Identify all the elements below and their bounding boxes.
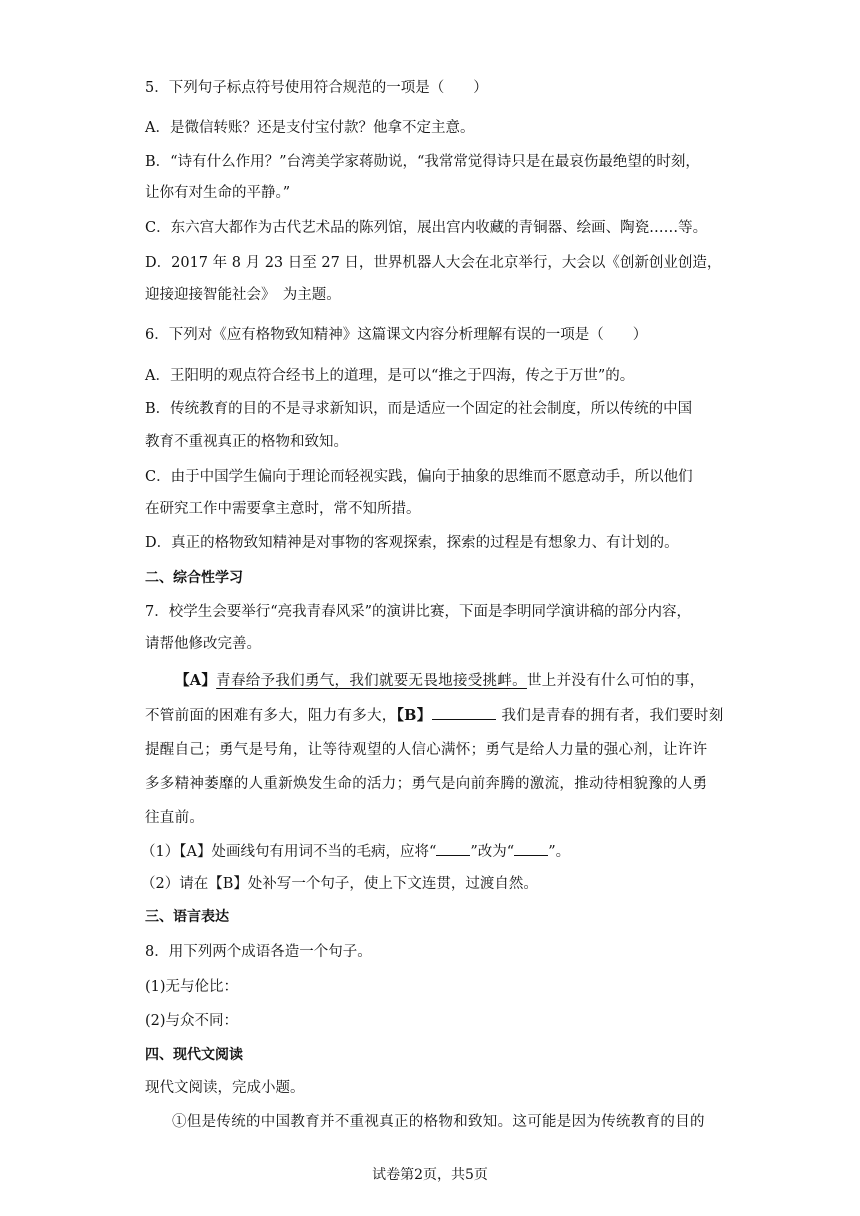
q5-stem: 5．下列句子标点符号使用符合规范的一项是（ ） <box>145 80 488 96</box>
fill-blank-2[interactable] <box>514 841 548 856</box>
q6-option-c-line2: 在研究工作中需要拿主意时，常不知所措。 <box>145 501 421 517</box>
q5-option-d-line2: 迎接迎接智能社会》 为主题。 <box>145 287 341 303</box>
section-heading-2: 二、综合性学习 <box>145 570 243 586</box>
passage-text: 世上并没有什么可怕的事， <box>526 673 705 689</box>
q6-stem: 6．下列对《应有格物致知精神》这篇课文内容分析理解有误的一项是（ ） <box>145 327 648 343</box>
q8-item-2: (2)与众不同： <box>145 1013 239 1029</box>
sub1-text: ”。 <box>548 844 571 860</box>
q8-stem: 8．用下列两个成语各造一个句子。 <box>145 944 372 960</box>
q5-option-b-line2: 让你有对生命的平静。” <box>145 185 291 201</box>
q7-passage-line2 <box>145 705 724 726</box>
q7-passage-line5: 往直前。 <box>145 810 205 826</box>
q6-option-b-line2: 教育不重视真正的格物和致知。 <box>145 434 348 450</box>
q6-option-b-line1: B．传统教育的目的不是寻求新知识，而是适应一个固定的社会制度，所以传统的中国 <box>145 401 693 417</box>
reading-paragraph-1: ①但是传统的中国教育并不重视真正的格物和致知。这可能是因为传统教育的目的 <box>172 1114 705 1130</box>
passage-text: 我们是青春的拥有者，我们要时刻 <box>501 708 724 724</box>
reading-intro: 现代文阅读，完成小题。 <box>145 1080 305 1096</box>
underlined-sentence: 青春给予我们勇气，我们就要无畏地接受挑衅。 <box>216 673 527 689</box>
q7-stem-line2: 请帮他修改完善。 <box>145 636 261 652</box>
q8-item-1: (1)无与伦比： <box>145 979 239 995</box>
section-heading-4: 四、现代文阅读 <box>145 1047 243 1063</box>
q5-option-c: C．东六宫大都作为古代艺术品的陈列馆，展出宫内收藏的青铜器、绘画、陶瓷……等。 <box>145 220 708 236</box>
q7-subquestion-1 <box>141 841 570 862</box>
q6-option-a: A．王阳明的观点符合经书上的道理，是可以“推之于四海，传之于万世”的。 <box>145 368 635 384</box>
q6-option-c-line1: C．由于中国学生偏向于理论而轻视实践，偏向于抽象的思维而不愿意动手，所以他们 <box>145 469 693 485</box>
section-heading-3: 三、语言表达 <box>145 909 229 925</box>
page-footer: 试卷第2页，共5页 <box>372 1167 488 1183</box>
q7-subquestion-2: （2）请在【B】处补写一个句子，使上下文连贯，过渡自然。 <box>141 876 538 892</box>
fill-blank-1[interactable] <box>436 841 470 856</box>
marker-a: 【A】 <box>175 672 217 689</box>
marker-b: 【B】 <box>396 707 432 724</box>
q7-passage-line3: 提醒自己；勇气是号角，让等待观望的人信心满怀；勇气是给人力量的强心剂，让许许 <box>145 742 708 758</box>
q5-option-a: A．是微信转账？还是支付宝付款？他拿不定主意。 <box>145 120 475 136</box>
sub1-text: （1）【A】处画线句有用词不当的毛病，应将“ <box>141 844 437 860</box>
passage-text: 不管前面的困难有多大，阻力有多大， <box>145 708 397 724</box>
q7-passage-line4: 多多精神萎靡的人重新焕发生命的活力；勇气是向前奔腾的激流，推动待相貌豫的人勇 <box>145 776 708 792</box>
q5-option-b-line1: B．“诗有什么作用？”台湾美学家蒋勋说，“我常常觉得诗只是在最哀伤最绝望的时刻， <box>145 154 700 170</box>
q6-option-d: D．真正的格物致知精神是对事物的客观探索，探索的过程是有想象力、有计划的。 <box>145 535 679 551</box>
q7-passage-line1 <box>175 671 705 691</box>
sub1-text: ”改为“ <box>470 844 515 860</box>
q5-option-d-line1: D．2017 年 8 月 23 日至 27 日，世界机器人大会在北京举行，大会以《创新创业创造， <box>145 255 722 271</box>
fill-blank-b[interactable] <box>432 705 496 720</box>
q7-stem-line1: 7．校学生会要举行“亮我青春风采”的演讲比赛，下面是李明同学演讲稿的部分内容， <box>145 604 692 620</box>
